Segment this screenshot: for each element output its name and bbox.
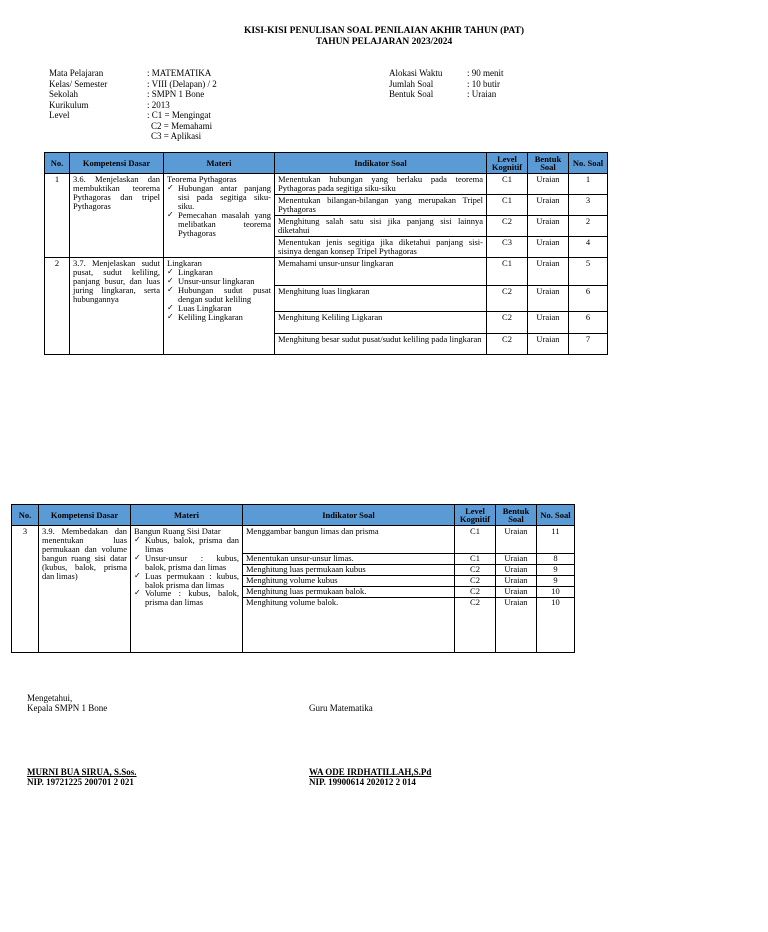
- indikator-soal: Menghitung salah satu sisi jika panjang sisi lainnya diketahui: [275, 216, 487, 237]
- kompetensi-dasar: 3.7. Menjelaskan sudut pusat, sudut keliling, panjang busur, dan luas juring lingkaran, serta hubungannya: [70, 258, 164, 355]
- materi-item: ✓ Luas permukaan : kubus, balok prisma dan limas: [134, 572, 239, 590]
- indikator-soal: Menentukan hubungan yang berlaku pada teorema Pythagoras pada segitiga siku-siku: [275, 174, 487, 195]
- indikator-soal: Menentukan unsur-unsur limas.: [243, 554, 455, 565]
- document-title: KISI-KISI PENULISAN SOAL PENILAIAN AKHIR TAHUN (PAT): [243, 26, 525, 36]
- no-soal: 5: [569, 258, 608, 286]
- indikator-soal: Menentukan jenis segitiga jika diketahui panjang sisi-sisinya dengan konsep Tripel Pythagoras: [275, 237, 487, 258]
- meta-left: [49, 69, 217, 143]
- signature-right-caption: Guru Matematika: [309, 703, 373, 713]
- materi-item: ✓ Kubus, balok, prisma dan limas: [134, 536, 239, 554]
- no-soal: 9: [537, 565, 575, 576]
- no-soal: 10: [537, 598, 575, 653]
- indikator-soal: Menghitung Keliling Ligkaran: [275, 312, 487, 334]
- row-number: 3: [12, 526, 39, 653]
- level-kognitif: C2: [455, 576, 496, 587]
- materi-item: ✓ Volume : kubus, balok, prisma dan limas: [134, 589, 239, 607]
- level-kognitif: C3: [487, 237, 528, 258]
- materi-item: ✓ Unsur-unsur lingkaran: [167, 277, 271, 286]
- header-materi: Materi: [164, 153, 275, 174]
- bentuk-soal: Uraian: [496, 565, 537, 576]
- bentuk-soal: Uraian: [528, 312, 569, 334]
- bentuk-soal: Uraian: [496, 576, 537, 587]
- header-indikator: Indikator Soal: [243, 505, 455, 526]
- indikator-soal: Memahami unsur-unsur lingkaran: [275, 258, 487, 286]
- header-kd: Kompetensi Dasar: [70, 153, 164, 174]
- level-kognitif: C2: [455, 565, 496, 576]
- meta-row: C3 = Aplikasi: [151, 131, 202, 141]
- no-soal: 11: [537, 526, 575, 554]
- teacher-nip: NIP. 19900614 202012 2 014: [309, 776, 416, 787]
- indikator-soal: Menghitung volume kubus: [243, 576, 455, 587]
- materi-title: Lingkaran: [167, 258, 202, 268]
- principal-nip: NIP. 19721225 200701 2 021: [27, 776, 134, 787]
- level-kognitif: C1: [455, 554, 496, 565]
- meta-row: Jumlah Soal : 10 butir: [389, 78, 500, 89]
- bentuk-soal: Uraian: [528, 334, 569, 355]
- materi-cell: [164, 174, 275, 258]
- meta-right: [389, 69, 504, 101]
- header-level: Level Kognitif: [487, 153, 528, 174]
- principal-name: MURNI BUA SIRUA, S.Sos.: [27, 767, 137, 777]
- materi-title: Bangun Ruang Sisi Datar: [134, 526, 221, 536]
- kompetensi-dasar: 3.9. Membedakan dan menentukan luas permukaan dan volume bangun ruang sisi datar (kubus, balok, prisma dan limas): [39, 526, 131, 653]
- materi-item: ✓ Unsur-unsur : kubus, balok, prisma dan limas: [134, 554, 239, 572]
- table-row: [12, 526, 575, 554]
- table-row: [45, 258, 608, 286]
- kompetensi-dasar: 3.6. Menjelaskan dan membuktikan teorema Pythagoras dan tripel Pythagoras: [70, 174, 164, 258]
- materi-item: ✓ Luas Lingkaran: [167, 304, 271, 313]
- level-kognitif: C2: [487, 312, 528, 334]
- no-soal: 7: [569, 334, 608, 355]
- no-soal: 2: [569, 216, 608, 237]
- header-nosoal: No. Soal: [537, 505, 575, 526]
- no-soal: 4: [569, 237, 608, 258]
- indikator-soal: Menghitung luas permukaan balok.: [243, 587, 455, 598]
- bentuk-soal: Uraian: [528, 258, 569, 286]
- meta-row: C2 = Memahami: [151, 120, 213, 131]
- bentuk-soal: Uraian: [528, 216, 569, 237]
- bentuk-soal: Uraian: [496, 598, 537, 653]
- no-soal: 1: [569, 174, 608, 195]
- header-level: Level Kognitif: [455, 505, 496, 526]
- bentuk-soal: Uraian: [496, 554, 537, 565]
- header-kd: Kompetensi Dasar: [39, 505, 131, 526]
- materi-item: ✓ Pemecahan masalah yang melibatkan teorema Pythagoras: [167, 211, 271, 238]
- bentuk-soal: Uraian: [528, 286, 569, 312]
- indikator-soal: Menghitung luas lingkaran: [275, 286, 487, 312]
- signature-left-identity: [27, 768, 137, 788]
- header-bentuk: Bentuk Soal: [528, 153, 569, 174]
- indikator-soal: Menghitung luas permukaan kubus: [243, 565, 455, 576]
- materi-item: ✓ Hubungan antar panjang sisi pada segitiga siku-siku.: [167, 184, 271, 211]
- signature-left-caption-2: Kepala SMPN 1 Bone: [27, 702, 108, 713]
- header-nosoal: No. Soal: [569, 153, 608, 174]
- kisi-kisi-table-1: [44, 152, 608, 355]
- row-number: 2: [45, 258, 70, 355]
- header-bentuk: Bentuk Soal: [496, 505, 537, 526]
- level-kognitif: C1: [487, 174, 528, 195]
- signature-right: [309, 704, 373, 714]
- materi-cell: [164, 258, 275, 355]
- table-row: [45, 174, 608, 195]
- kisi-kisi-table-2: [11, 504, 575, 653]
- meta-row: Alokasi Waktu : 90 menit: [389, 68, 504, 78]
- header-indikator: Indikator Soal: [275, 153, 487, 174]
- materi-item: ✓ Lingkaran: [167, 268, 271, 277]
- no-soal: 6: [569, 312, 608, 334]
- teacher-name: WA ODE IRDHATILLAH,S.Pd: [309, 767, 432, 777]
- meta-row: Kelas/ Semester : VIII (Delapan) / 2: [49, 78, 217, 89]
- signature-right-identity: [309, 768, 431, 788]
- level-kognitif: C2: [455, 598, 496, 653]
- materi-list: [167, 268, 271, 322]
- level-kognitif: C2: [487, 286, 528, 312]
- no-soal: 10: [537, 587, 575, 598]
- materi-item: ✓ Hubungan sudut pusat dengan sudut keliling: [167, 286, 271, 304]
- no-soal: 3: [569, 195, 608, 216]
- bentuk-soal: Uraian: [528, 174, 569, 195]
- no-soal: 8: [537, 554, 575, 565]
- level-kognitif: C2: [455, 587, 496, 598]
- meta-row: Mata Pelajaran : MATEMATIKA: [49, 68, 212, 78]
- indikator-soal: Menghitung besar sudut pusat/sudut keliling pada lingkaran: [275, 334, 487, 355]
- no-soal: 6: [569, 286, 608, 312]
- indikator-soal: Menentukan bilangan-bilangan yang merupakan Tripel Pythagoras: [275, 195, 487, 216]
- row-number: 1: [45, 174, 70, 258]
- materi-item: ✓ Keliling Lingkaran: [167, 313, 271, 322]
- signature-left-caption-1: Mengetahui,: [27, 693, 73, 703]
- level-kognitif: C2: [487, 216, 528, 237]
- signature-left: [27, 694, 107, 714]
- header-no: No.: [45, 153, 70, 174]
- level-kognitif: C2: [487, 334, 528, 355]
- header-no: No.: [12, 505, 39, 526]
- materi-list: [167, 184, 271, 238]
- table-header-row: [12, 505, 575, 526]
- indikator-soal: Menggambar bangun limas dan prisma: [243, 526, 455, 554]
- no-soal: 9: [537, 576, 575, 587]
- document-subtitle: TAHUN PELAJARAN 2023/2024: [315, 37, 453, 47]
- meta-row: Kurikulum : 2013: [49, 99, 170, 110]
- level-kognitif: C1: [455, 526, 496, 554]
- bentuk-soal: Uraian: [496, 526, 537, 554]
- indikator-soal: Menghitung volume balok.: [243, 598, 455, 653]
- materi-list: [134, 536, 239, 607]
- bentuk-soal: Uraian: [496, 587, 537, 598]
- meta-row: Sekolah : SMPN 1 Bone: [49, 89, 205, 99]
- bentuk-soal: Uraian: [528, 195, 569, 216]
- header-materi: Materi: [131, 505, 243, 526]
- bentuk-soal: Uraian: [528, 237, 569, 258]
- meta-row: Bentuk Soal : Uraian: [389, 89, 497, 99]
- materi-cell: [131, 526, 243, 653]
- table-header-row: [45, 153, 608, 174]
- level-kognitif: C1: [487, 258, 528, 286]
- materi-title: Teorema Pythagoras: [167, 174, 237, 184]
- level-kognitif: C1: [487, 195, 528, 216]
- meta-row: Level : C1 = Mengingat: [49, 110, 211, 120]
